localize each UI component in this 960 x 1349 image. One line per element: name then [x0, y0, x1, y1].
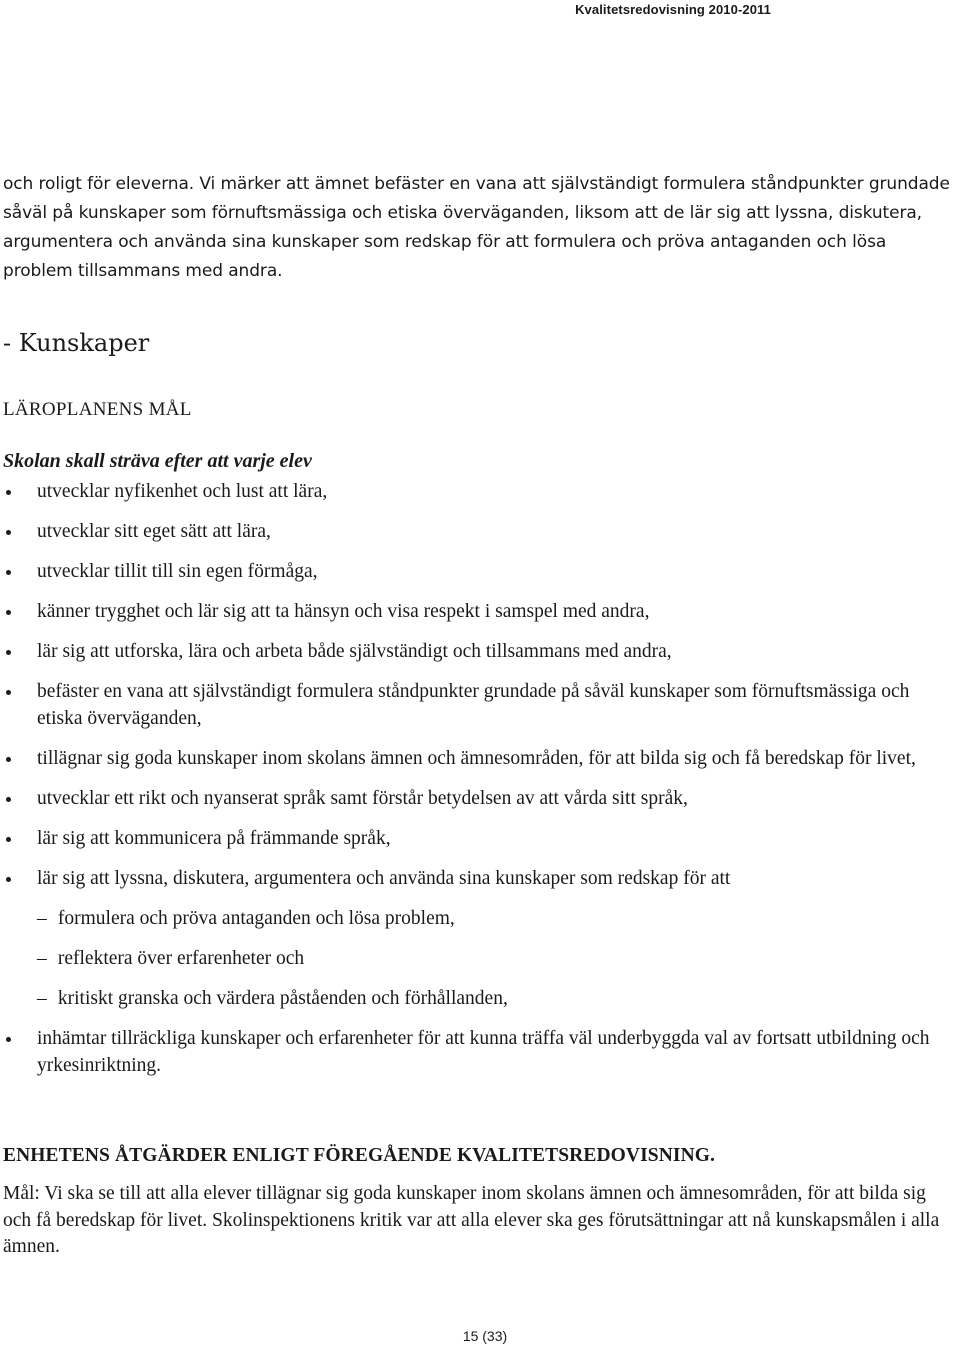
goal-text: reflektera över erfarenheter och [57, 948, 305, 969]
goal-sub-item [0, 905, 945, 932]
bullet-icon [6, 530, 11, 535]
bullet-icon [6, 877, 11, 882]
bullet-icon [6, 610, 11, 615]
goal-sub-item [0, 945, 945, 972]
dash-marker: – [37, 988, 47, 1009]
intro-paragraph: och roligt för eleverna. Vi märker att ämnet befäster en vana att självständigt formulera ståndpunkter grundade såväl på kunskaper som förnuftsmässiga och etiska överväganden, liksom att de lär sig att lyssna, diskutera, argumentera och använda sina kunskaper som redskap för att formulera och pröva antaganden och lösa problem tillsammans med andra. [3, 174, 950, 281]
goal-sub-item [0, 985, 945, 1012]
goal-text: utvecklar nyfikenhet och lust att lära, [37, 481, 328, 502]
bullet-icon [6, 757, 11, 762]
goal-list-item [0, 785, 945, 812]
bullet-icon [6, 1037, 11, 1042]
page-number: 15 (33) [462, 1328, 508, 1344]
goals-lead: Skolan skall sträva efter att varje elev [3, 450, 312, 472]
goal-text: lär sig att utforska, lära och arbeta både självständigt och tillsammans med andra, [37, 641, 672, 662]
goal-list-item [0, 825, 945, 852]
goal-text: lär sig att lyssna, diskutera, argumentera och använda sina kunskaper som redskap för att [37, 868, 731, 889]
goal-list-item [0, 478, 945, 505]
bullet-icon [6, 797, 11, 802]
goal-list-item [0, 865, 945, 892]
goal-text: utvecklar sitt eget sätt att lära, [37, 521, 271, 542]
bullet-icon [6, 490, 11, 495]
goal-text: lär sig att kommunicera på främmande språk, [37, 828, 391, 849]
bullet-icon [6, 690, 11, 695]
dash-marker: – [37, 908, 47, 929]
goal-text: befäster en vana att självständigt formulera ståndpunkter grundade på såväl kunskaper som förnuftsmässiga och etiska överväganden, [37, 681, 910, 729]
goal-list [0, 478, 945, 1092]
bullet-icon [6, 650, 11, 655]
actions-heading: ENHETENS ÅTGÄRDER ENLIGT FÖREGÅENDE KVALITETSREDOVISNING. [3, 1145, 716, 1166]
dash-marker: – [37, 948, 47, 969]
goal-text: känner trygghet och lär sig att ta hänsyn och visa respekt i samspel med andra, [37, 601, 650, 622]
curriculum-goals-heading: LÄROPLANENS MÅL [3, 399, 192, 420]
section-heading: - Kunskaper [3, 329, 150, 357]
goal-list-item [0, 558, 945, 585]
goal-list-item [0, 518, 945, 545]
goal-list-item [0, 1025, 945, 1079]
goal-list-item [0, 745, 945, 772]
goal-text: kritiskt granska och värdera påståenden och förhållanden, [57, 988, 508, 1009]
goal-list-item [0, 678, 945, 732]
goal-text: formulera och pröva antaganden och lösa problem, [57, 908, 455, 929]
goal-text: inhämtar tillräckliga kunskaper och erfarenheter för att kunna träffa väl underbyggda val av fortsatt utbildning och yrkesinriktning. [37, 1028, 930, 1076]
goal-list-item [0, 638, 945, 665]
bullet-icon [6, 570, 11, 575]
bullet-icon [6, 837, 11, 842]
goal-text: utvecklar tillit till sin egen förmåga, [37, 561, 318, 582]
actions-paragraph: Mål: Vi ska se till att alla elever tillägnar sig goda kunskaper inom skolans ämnen och ämnesområden, för att bilda sig och få beredskap för livet. Skolinspektionens kritik var att alla elever ska ges förutsättningar att nå kunskapsmålen i alla ämnen. [3, 1183, 940, 1257]
goal-text: utvecklar ett rikt och nyanserat språk samt förstår betydelsen av att vårda sitt språk, [37, 788, 688, 809]
goal-text: tillägnar sig goda kunskaper inom skolans ämnen och ämnesområden, för att bilda sig och få beredskap för livet, [37, 748, 916, 769]
running-header: Kvalitetsredovisning 2010-2011 [575, 2, 771, 17]
goal-list-item [0, 598, 945, 625]
